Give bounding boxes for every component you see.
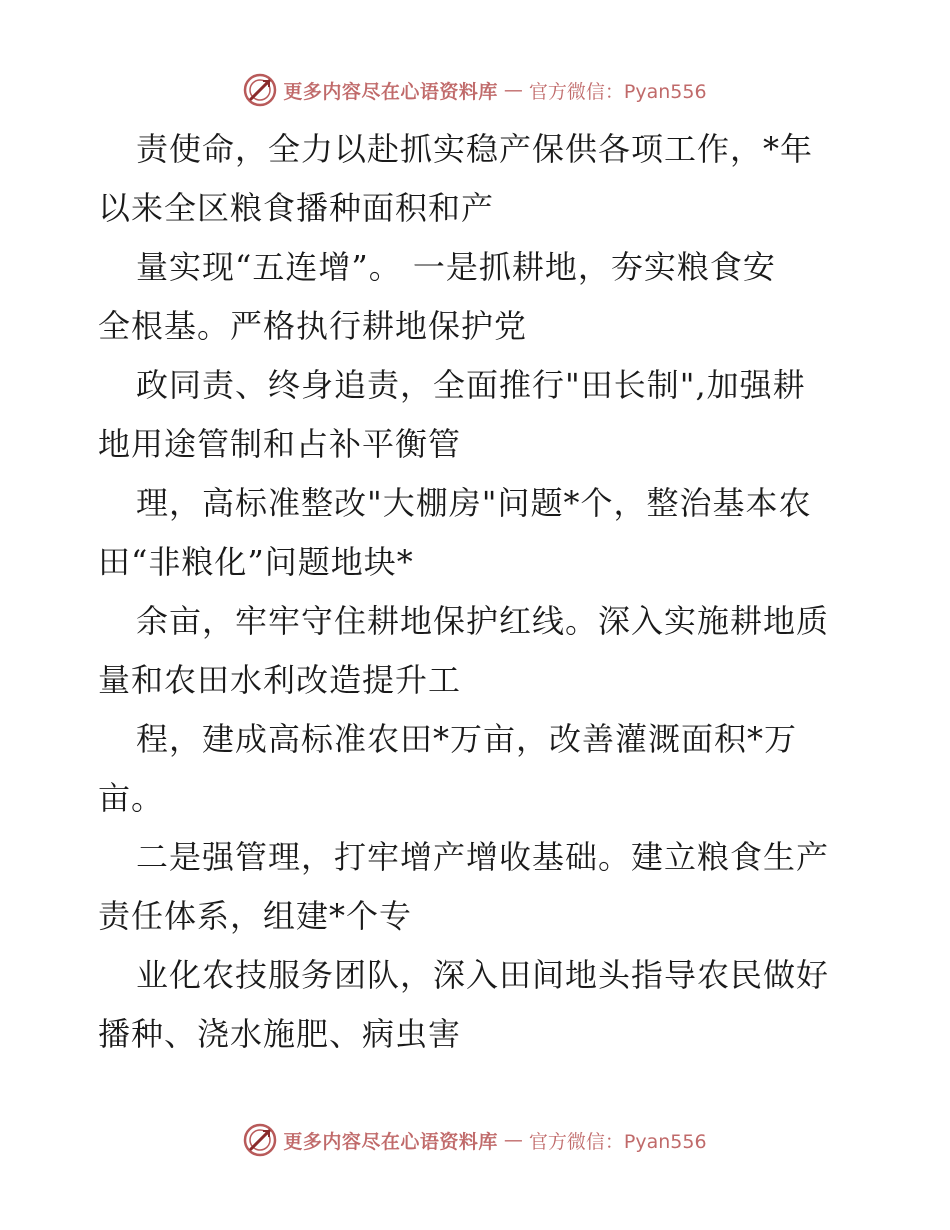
brand-seal-icon (243, 1123, 277, 1157)
text-line: 地用途管制和占补平衡管 (98, 425, 462, 463)
text-line: 量和农田水利改造提升工 (98, 661, 462, 699)
text-line: 田“非粮化”问题地块* (98, 543, 414, 581)
header-banner (0, 70, 950, 110)
text-line: 业化农技服务团队，深入田间地头指导农民做好 (136, 956, 830, 994)
text-line: 播种、浇水施肥、病虫害 (98, 1015, 462, 1053)
text-line: 亩。 (98, 779, 165, 817)
text-line: 责使命，全力以赴抓实稳产保供各项工作，*年 (136, 130, 814, 168)
text-line: 政同责、终身追责，全面推行"田长制",加强耕 (136, 366, 806, 404)
text-line: 责任体系，组建*个专 (98, 897, 413, 935)
footer-brand-text: 更多内容尽在心语资料库 (283, 1130, 498, 1153)
text-line: 量实现“五连增”。 一是抓耕地，夯实粮食安 (136, 248, 776, 286)
text-line: 理，高标准整改"大棚房"问题*个，整治基本农 (136, 484, 812, 522)
text-line: 程，建成高标准农田*万亩，改善灌溉面积*万 (136, 720, 798, 758)
document-body (98, 120, 878, 1064)
header-brand-text: 更多内容尽在心语资料库 (283, 80, 498, 103)
header-wechat-text: 官方微信：Pyan556 (528, 80, 707, 103)
text-line: 二是强管理，打牢增产增收基础。建立粮食生产 (136, 838, 830, 876)
text-line: 余亩，牢牢守住耕地保护红线。深入实施耕地质 (136, 602, 830, 640)
header-separator: — (503, 79, 523, 101)
text-line: 以来全区粮食播种面积和产 (98, 189, 495, 227)
footer-banner (0, 1120, 950, 1160)
brand-seal-icon (243, 73, 277, 107)
text-line: 全根基。严格执行耕地保护党 (98, 307, 528, 345)
footer-separator: — (503, 1129, 523, 1151)
footer-wechat-text: 官方微信：Pyan556 (528, 1130, 707, 1153)
